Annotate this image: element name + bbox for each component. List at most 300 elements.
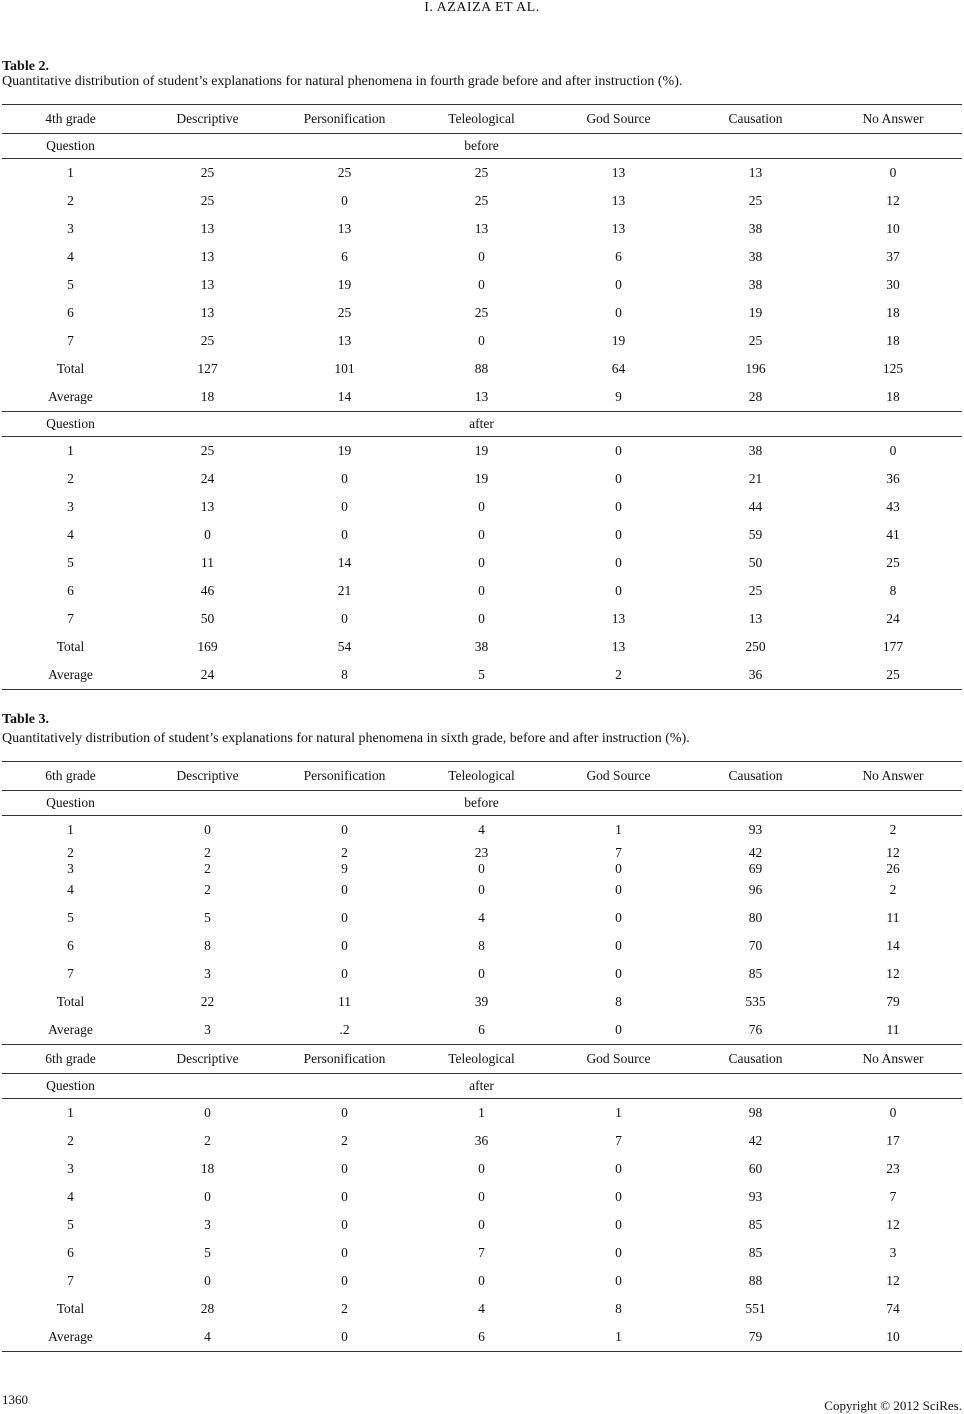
header-row — [2, 105, 962, 134]
table-cell: 25 — [748, 583, 763, 598]
table-cell: 13 — [611, 165, 626, 180]
table-row — [2, 844, 962, 862]
table-cell: 17 — [886, 1133, 900, 1148]
table-cell: 18 — [886, 333, 900, 348]
table-cell: 13 — [611, 639, 626, 654]
table-row — [2, 862, 962, 876]
column-header: 4th grade — [2, 105, 139, 134]
table-cell: 93 — [748, 822, 763, 837]
table-cell: 85 — [748, 1217, 763, 1232]
table-cell: 70 — [748, 938, 763, 953]
column-header: Personification — [276, 105, 413, 134]
table-cell: 0 — [478, 1217, 485, 1232]
table-cell: 21 — [748, 471, 763, 486]
table-cell: 25 — [200, 333, 215, 348]
table-cell: 0 — [341, 910, 348, 925]
spacer-cell — [139, 1074, 413, 1099]
row-label: Total — [56, 994, 85, 1009]
table-cell: 0 — [204, 1189, 211, 1204]
column-header: No Answer — [824, 1045, 962, 1074]
question-label: Question — [2, 791, 139, 816]
table-cell: 64 — [611, 361, 626, 376]
table-cell: 9 — [550, 383, 687, 412]
table-cell: 0 — [550, 1016, 687, 1045]
row-label: 7 — [67, 611, 74, 626]
table-row — [2, 187, 962, 215]
table3-label: Table 3. — [2, 712, 49, 727]
table-row — [2, 1127, 962, 1155]
table-cell: 8 — [478, 938, 485, 953]
spacer-cell — [550, 134, 962, 159]
table-cell: 3 — [204, 966, 211, 981]
row-label: 4 — [67, 1189, 74, 1204]
table-cell: .2 — [276, 1016, 413, 1045]
table-cell: 12 — [886, 1273, 900, 1288]
table-cell: 2 — [550, 661, 687, 690]
table-cell: 38 — [748, 249, 763, 264]
table-cell: 98 — [748, 1105, 763, 1120]
table-cell: 25 — [337, 165, 352, 180]
table-row — [2, 521, 962, 549]
table-cell: 0 — [615, 499, 622, 514]
table-cell: 169 — [197, 639, 218, 654]
table-row — [2, 904, 962, 932]
table-cell: 0 — [615, 966, 622, 981]
table-cell: 23 — [886, 1161, 900, 1176]
table-cell: 85 — [748, 966, 763, 981]
table-cell: 37 — [886, 249, 900, 264]
table-cell: 0 — [341, 882, 348, 897]
table-cell: 18 — [139, 383, 276, 412]
table-cell: 19 — [337, 443, 352, 458]
table-cell: 80 — [748, 910, 763, 925]
column-header: Causation — [687, 1045, 824, 1074]
table-cell: 59 — [748, 527, 763, 542]
table-row — [2, 1323, 962, 1352]
table-cell: 2 — [889, 882, 897, 897]
table-cell: 12 — [886, 966, 900, 981]
table-row — [2, 465, 962, 493]
table-cell: 11 — [201, 555, 214, 570]
table-cell: 79 — [886, 994, 900, 1009]
table-cell: 0 — [615, 1161, 622, 1176]
table-cell: 13 — [611, 221, 626, 236]
table-cell: 25 — [200, 165, 215, 180]
table2-caption: Quantitative distribution of student’s explanations for natural phenomena in fourth grade before and after instruction (%). — [2, 74, 683, 89]
row-label: Total — [56, 361, 85, 376]
table-cell: 2 — [204, 882, 211, 897]
table-cell: 7 — [615, 845, 622, 860]
table-cell: 36 — [687, 661, 824, 690]
table-cell: 250 — [745, 639, 766, 654]
table-cell: 551 — [745, 1301, 766, 1316]
table-cell: 30 — [886, 277, 900, 292]
table-cell: 5 — [204, 910, 211, 925]
table-row — [2, 960, 962, 988]
table3 — [2, 761, 962, 1352]
table-row — [2, 633, 962, 661]
section-label: after — [413, 1074, 550, 1099]
table-cell: 0 — [478, 333, 485, 348]
row-label: 3 — [67, 861, 74, 876]
table-cell: 3 — [139, 1016, 276, 1045]
table-cell: 38 — [748, 277, 763, 292]
table-cell: 2 — [341, 845, 348, 860]
row-label: 5 — [67, 1217, 74, 1232]
table-cell: 2 — [204, 1133, 211, 1148]
table-cell: 0 — [341, 1273, 348, 1288]
section-label: after — [413, 412, 550, 437]
table-cell: 0 — [341, 966, 348, 981]
section-row-after — [2, 412, 962, 437]
column-header: Descriptive — [139, 1045, 276, 1074]
table-cell: 25 — [200, 193, 215, 208]
table-cell: 2 — [341, 1301, 348, 1316]
table-cell: 6 — [413, 1323, 550, 1352]
table-cell: 101 — [334, 361, 355, 376]
table-cell: 2 — [204, 861, 211, 876]
table-cell: 36 — [474, 1133, 489, 1148]
table-cell: 0 — [615, 277, 622, 292]
table-cell: 10 — [824, 1323, 962, 1352]
spacer-cell — [550, 791, 962, 816]
table-cell: 0 — [615, 1245, 622, 1260]
table-cell: 25 — [337, 305, 352, 320]
table-cell: 12 — [886, 1217, 900, 1232]
table-cell: 22 — [200, 994, 215, 1009]
table-row — [2, 1211, 962, 1239]
row-label: 5 — [67, 277, 74, 292]
table-cell: 13 — [200, 305, 215, 320]
table-cell: 0 — [341, 938, 348, 953]
table-cell: 13 — [611, 193, 626, 208]
table-cell: 4 — [139, 1323, 276, 1352]
table-row — [2, 988, 962, 1016]
table-cell: 25 — [748, 333, 763, 348]
table-cell: 0 — [341, 499, 348, 514]
section-label: before — [413, 791, 550, 816]
table-cell: 13 — [611, 611, 626, 626]
table-cell: 3 — [889, 1245, 897, 1260]
table-cell: 38 — [748, 221, 763, 236]
table-cell: 25 — [886, 555, 900, 570]
table-cell: 0 — [478, 1273, 485, 1288]
table-row — [2, 605, 962, 633]
table-row — [2, 1016, 962, 1045]
table-row — [2, 159, 962, 188]
table-cell: 50 — [200, 611, 215, 626]
table-row — [2, 1267, 962, 1295]
copyright: Copyright © 2012 SciRes. — [824, 1398, 962, 1413]
spacer-cell — [139, 791, 413, 816]
table-cell: 0 — [276, 1323, 413, 1352]
table3-caption: Quantitatively distribution of student’s explanations for natural phenomena in sixth grade, before and after instruction (%). — [2, 731, 690, 746]
table-cell: 19 — [337, 277, 352, 292]
table-cell: 25 — [824, 661, 962, 690]
table-cell: 177 — [882, 639, 904, 654]
table-cell: 24 — [886, 611, 900, 626]
table-cell: 0 — [341, 822, 348, 837]
table-cell: 11 — [886, 910, 900, 925]
table-row — [2, 271, 962, 299]
spacer-cell — [550, 412, 962, 437]
table-cell: 0 — [615, 1273, 622, 1288]
table-cell: 19 — [474, 443, 489, 458]
row-label: 5 — [67, 910, 74, 925]
row-label: 2 — [67, 471, 74, 486]
row-label: Average — [2, 383, 139, 412]
column-header: Personification — [276, 1045, 413, 1074]
table-cell: 23 — [474, 845, 489, 860]
table-cell: 0 — [615, 527, 622, 542]
table-cell: 0 — [204, 1273, 211, 1288]
table-cell: 2 — [341, 1133, 348, 1148]
table-cell: 28 — [687, 383, 824, 412]
table-cell: 0 — [341, 1217, 348, 1232]
table-cell: 88 — [474, 361, 489, 376]
table-cell: 0 — [341, 1161, 348, 1176]
table-cell: 13 — [200, 249, 215, 264]
table-cell: 0 — [478, 861, 485, 876]
spacer-cell — [139, 412, 413, 437]
table-cell: 125 — [882, 361, 904, 376]
table-cell: 0 — [478, 527, 485, 542]
section-label: before — [413, 134, 550, 159]
table-cell: 12 — [886, 845, 900, 860]
table-row — [2, 1239, 962, 1267]
table-cell: 7 — [889, 1189, 897, 1204]
table-cell: 0 — [341, 193, 348, 208]
column-header: 6th grade — [2, 762, 139, 791]
table-cell: 0 — [615, 1189, 622, 1204]
row-label: 2 — [67, 1133, 74, 1148]
table-cell: 38 — [474, 639, 489, 654]
row-label: Total — [56, 639, 85, 654]
table-cell: 0 — [478, 555, 485, 570]
table-cell: 24 — [139, 661, 276, 690]
table-cell: 0 — [889, 1105, 897, 1120]
table-cell: 13 — [748, 165, 763, 180]
table-row — [2, 549, 962, 577]
table-row — [2, 876, 962, 904]
column-header: God Source — [550, 762, 687, 791]
column-header: No Answer — [824, 105, 962, 134]
table-cell: 13 — [748, 611, 763, 626]
table-cell: 25 — [200, 443, 215, 458]
row-label: 1 — [67, 165, 74, 180]
table-cell: 2 — [889, 822, 897, 837]
table2 — [2, 104, 962, 690]
row-label: 3 — [67, 221, 74, 236]
table-cell: 0 — [478, 966, 485, 981]
question-label: Question — [2, 412, 139, 437]
row-label: 2 — [67, 193, 74, 208]
table-cell: 19 — [474, 471, 489, 486]
table-cell: 42 — [748, 845, 763, 860]
table-cell: 7 — [615, 1133, 622, 1148]
table-cell: 85 — [748, 1245, 763, 1260]
table-cell: 1 — [550, 1323, 687, 1352]
table-cell: 38 — [748, 443, 763, 458]
row-label: 4 — [67, 527, 74, 542]
table-cell: 5 — [413, 661, 550, 690]
table-cell: 4 — [478, 910, 485, 925]
table-cell: 6 — [413, 1016, 550, 1045]
table-row — [2, 1295, 962, 1323]
table-cell: 4 — [478, 1301, 485, 1316]
table-cell: 44 — [748, 499, 763, 514]
header-row — [2, 1045, 962, 1074]
column-header: Teleological — [413, 762, 550, 791]
table-cell: 21 — [337, 583, 352, 598]
table-row — [2, 493, 962, 521]
table-cell: 12 — [886, 193, 900, 208]
table-row — [2, 299, 962, 327]
row-label: 5 — [67, 555, 74, 570]
table-cell: 26 — [886, 861, 900, 876]
row-label: 7 — [67, 333, 74, 348]
row-label: 6 — [67, 938, 74, 953]
table-cell: 18 — [886, 305, 900, 320]
table-cell: 6 — [341, 249, 348, 264]
table-cell: 76 — [687, 1016, 824, 1045]
table-cell: 25 — [474, 305, 489, 320]
table-cell: 0 — [478, 1189, 485, 1204]
table-cell: 9 — [341, 861, 348, 876]
table-cell: 13 — [200, 221, 215, 236]
table-row — [2, 1099, 962, 1128]
table-cell: 13 — [337, 333, 352, 348]
table-cell: 0 — [478, 499, 485, 514]
table-cell: 93 — [748, 1189, 763, 1204]
spacer-cell — [550, 1074, 962, 1099]
table-cell: 0 — [341, 527, 348, 542]
table-cell: 14 — [886, 938, 900, 953]
table-cell: 41 — [886, 527, 900, 542]
table2-label: Table 2. — [2, 59, 49, 74]
table-cell: 0 — [478, 1161, 485, 1176]
table-cell: 69 — [748, 861, 763, 876]
table-cell: 0 — [889, 165, 897, 180]
row-label: Average — [2, 1016, 139, 1045]
row-label: 6 — [67, 1245, 74, 1260]
column-header: God Source — [550, 1045, 687, 1074]
table-cell: 0 — [204, 527, 211, 542]
table-cell: 0 — [341, 1245, 348, 1260]
table-cell: 0 — [478, 583, 485, 598]
table-cell: 8 — [615, 1301, 622, 1316]
column-header: God Source — [550, 105, 687, 134]
table-cell: 1 — [615, 1105, 622, 1120]
table-cell: 1 — [478, 1105, 485, 1120]
table-cell: 13 — [200, 499, 215, 514]
table-row — [2, 243, 962, 271]
table-cell: 88 — [748, 1273, 763, 1288]
row-label: 4 — [67, 249, 74, 264]
table-row — [2, 932, 962, 960]
column-header: 6th grade — [2, 1045, 139, 1074]
table-cell: 0 — [341, 611, 348, 626]
question-label: Question — [2, 134, 139, 159]
row-label: Average — [2, 661, 139, 690]
table-cell: 0 — [615, 882, 622, 897]
table-cell: 39 — [474, 994, 489, 1009]
table-cell: 19 — [748, 305, 763, 320]
table-cell: 0 — [341, 1105, 348, 1120]
header-row — [2, 762, 962, 791]
table-cell: 60 — [748, 1161, 763, 1176]
row-label: 6 — [67, 305, 74, 320]
row-label: 7 — [67, 1273, 74, 1288]
question-label: Question — [2, 1074, 139, 1099]
table-cell: 0 — [615, 471, 622, 486]
row-label: Total — [56, 1301, 85, 1316]
column-header: No Answer — [824, 762, 962, 791]
table-cell: 13 — [474, 221, 489, 236]
table-cell: 0 — [341, 1189, 348, 1204]
section-row-after — [2, 1074, 962, 1099]
table-cell: 0 — [615, 1217, 622, 1232]
table-row — [2, 816, 962, 845]
section-row-before — [2, 134, 962, 159]
table-cell: 0 — [341, 471, 348, 486]
table-cell: 50 — [748, 555, 763, 570]
table-row — [2, 1155, 962, 1183]
table-cell: 0 — [478, 277, 485, 292]
table-row — [2, 661, 962, 690]
table-cell: 10 — [886, 221, 900, 236]
row-label: 3 — [67, 1161, 74, 1176]
table-cell: 127 — [197, 361, 218, 376]
table-cell: 0 — [615, 555, 622, 570]
table-cell: 18 — [824, 383, 962, 412]
row-label: 3 — [67, 499, 74, 514]
table-cell: 0 — [615, 305, 622, 320]
table-cell: 6 — [615, 249, 622, 264]
table-row — [2, 355, 962, 383]
table-cell: 25 — [748, 193, 763, 208]
table-cell: 4 — [478, 822, 485, 837]
column-header: Causation — [687, 105, 824, 134]
table-cell: 19 — [611, 333, 626, 348]
table-cell: 25 — [474, 165, 489, 180]
spacer-cell — [139, 134, 413, 159]
table-cell: 14 — [276, 383, 413, 412]
table-row — [2, 577, 962, 605]
table-cell: 36 — [886, 471, 900, 486]
column-header: Causation — [687, 762, 824, 791]
table-cell: 0 — [615, 861, 622, 876]
table-cell: 13 — [200, 277, 215, 292]
row-label: 2 — [67, 845, 74, 860]
table-cell: 25 — [474, 193, 489, 208]
table-row — [2, 383, 962, 412]
table-cell: 96 — [748, 882, 763, 897]
column-header: Descriptive — [139, 762, 276, 791]
table-cell: 0 — [889, 443, 897, 458]
table-cell: 0 — [615, 910, 622, 925]
table-cell: 3 — [204, 1217, 211, 1232]
table-cell: 11 — [338, 994, 351, 1009]
table-cell: 28 — [200, 1301, 215, 1316]
table-cell: 0 — [615, 938, 622, 953]
table-cell: 0 — [204, 1105, 211, 1120]
table-row — [2, 327, 962, 355]
table-cell: 0 — [615, 583, 622, 598]
table-cell: 43 — [886, 499, 900, 514]
table-cell: 5 — [204, 1245, 211, 1260]
section-row-before — [2, 791, 962, 816]
